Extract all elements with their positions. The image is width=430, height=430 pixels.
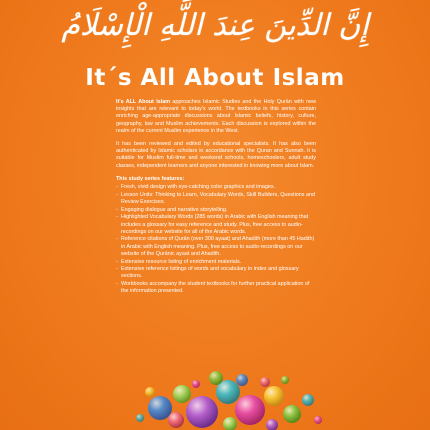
bubble [236,374,248,386]
bubble [216,380,240,404]
feature-item: - Reference citations of Qurān (over 300 ayaat) and Ahadith (more than 45 Hadith) in Arabic with English meaning. Plus, free access to audio-recordings on our website of the Qurānic ayaat and Ahadith. [116,236,316,258]
intro-series-name: It's ALL About Islam [116,99,171,105]
bubble [209,371,223,385]
bubble [264,386,284,406]
feature-item: - Fresh, vivid design with eye-catching color graphics and images. [116,184,316,191]
intro-paragraph [116,99,316,135]
feature-item: - Engaging dialogue and narrative storytelling. [116,207,316,214]
bubble [173,385,191,403]
bubble [223,417,237,430]
bubble [136,414,144,422]
bubble [148,396,172,420]
feature-item: - Workbooks accompany the student textbooks for further practical application of the information presented. [116,281,316,295]
intro-text: approaches Islamic Studies and the Holy Qurān with new insights that are relevant to today's world. The textbooks in this series contain enriching age-appropriate discussions about Islamic beliefs, history, culture, geography, law and Muslim achievements. Each discussion is explored within the realm of the current Muslim experience in the West. [116,99,316,134]
bubble [283,405,301,423]
feature-item: - Lesson Units: Thinking to Learn, Vocabulary Words, Skill Builders, Questions and Review Exercises. [116,192,316,206]
bubble [260,377,270,387]
bubble [266,419,278,430]
bubble [168,412,184,428]
arabic-calligraphy-heading: إِنَّ الدِّينَ عِندَ اللَّهِ الْإِسْلَامُ [61,8,369,43]
bubble [145,387,155,397]
review-paragraph: It has been reviewed and edited by educational specialists. It has also been authenticated by Islamic scholars in accordance with the Quran and Sunnah. It is suitable for Muslim full-time and weekend schools, homeschoolers, adult study classes, independent learners and anyone interested in knowing more about Islam. [116,141,316,169]
features-heading: This study series features: [116,175,185,182]
bubble [281,376,289,384]
description-block [116,99,316,296]
book-title: It´s All About Islam [85,65,345,91]
bubble [314,416,322,424]
bubble [302,394,314,406]
bubble [235,395,265,425]
feature-item: - Extensive reference listings of words and vocabulary in index and glossary sections. [116,266,316,280]
feature-item: - Highlighted Vocabulary Words (285 words) in Arabic with English meaning that includes a glossary for easy reference and study. Plus, free access to audio-recordings on our website for all of the Arabic words. [116,214,316,236]
features-list [116,184,316,296]
feature-item: - Extensive resource listing of enrichment materials. [116,259,316,266]
bubble [192,380,200,388]
bubble [186,396,218,428]
